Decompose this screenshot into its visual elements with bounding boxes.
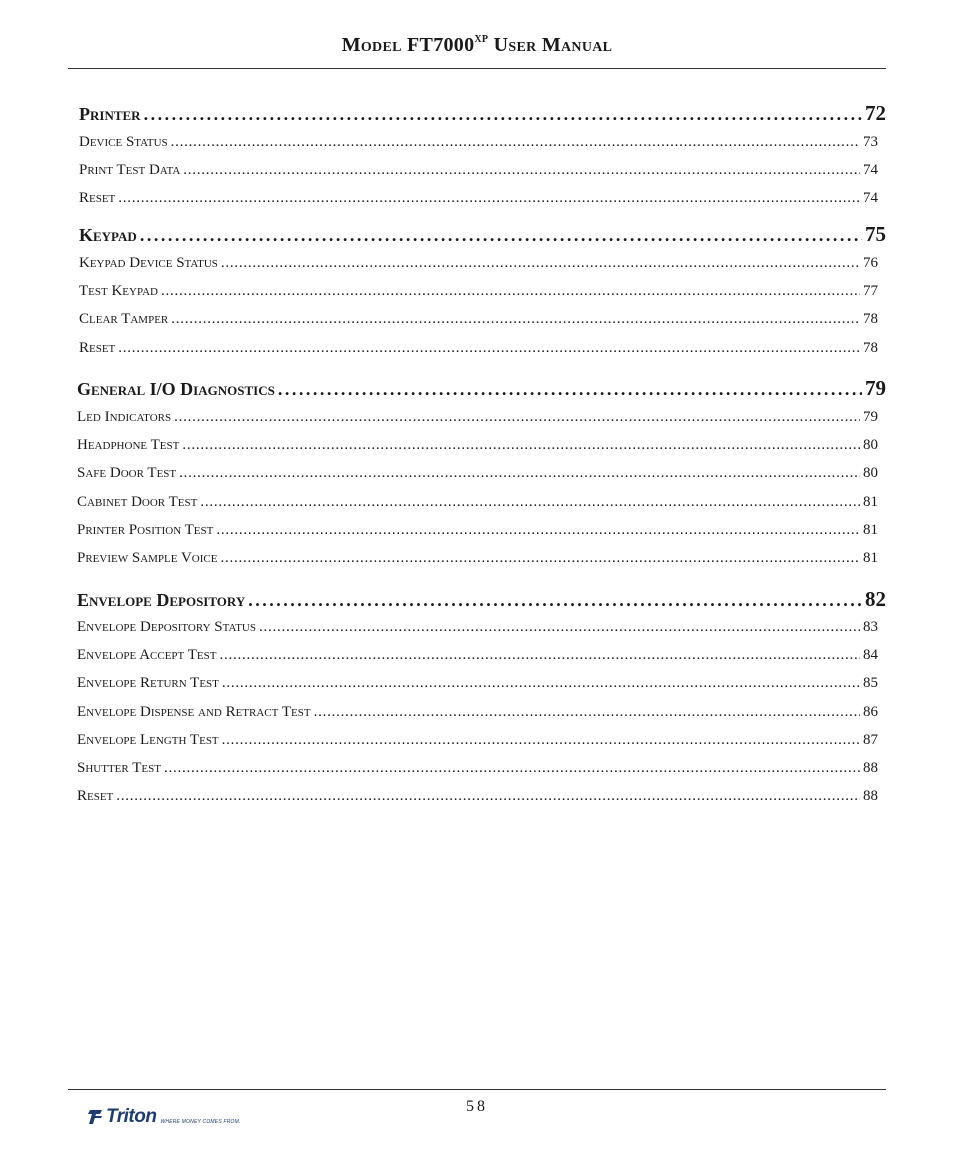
toc-leader-dots (116, 788, 860, 805)
toc-leader-dots (144, 104, 862, 125)
header-title-suffix: User Manual (493, 34, 613, 56)
toc-leader-dots (216, 522, 860, 539)
toc-leader-dots (278, 379, 862, 400)
toc-entry-page: 85 (863, 675, 878, 691)
toc-leader-dots (140, 225, 862, 246)
toc-entry-page: 88 (863, 788, 878, 804)
toc-entry-title: Reset (79, 340, 116, 356)
toc-entry[interactable] (77, 675, 878, 695)
toc-entry-title: Envelope Length Test (77, 732, 219, 748)
toc-entry-page: 88 (863, 760, 878, 776)
toc-entry[interactable] (79, 283, 878, 303)
toc-section-page: 75 (865, 222, 886, 246)
toc-entry-page: 74 (863, 162, 878, 178)
header-title-superscript: XP (474, 34, 489, 45)
toc-leader-dots (219, 647, 860, 664)
toc-entry-title: Clear Tamper (79, 311, 169, 327)
triton-logo-icon (88, 1108, 104, 1126)
header-title-prefix: Model FT7000 (341, 34, 475, 56)
toc-entry[interactable] (79, 190, 878, 210)
toc-entry-title: Reset (77, 788, 114, 804)
toc-section-title: Keypad (79, 225, 137, 245)
toc-entry-page: 84 (863, 647, 878, 663)
toc-section[interactable] (77, 376, 886, 400)
toc-entry-page: 81 (863, 550, 878, 566)
toc-leader-dots (182, 437, 860, 454)
toc-entry-page: 77 (863, 283, 878, 299)
toc-entry-page: 87 (863, 732, 878, 748)
toc-leader-dots (248, 590, 862, 611)
toc-entry-title: Print Test Data (79, 162, 181, 178)
toc-leader-dots (314, 704, 860, 721)
toc-leader-dots (171, 134, 860, 151)
toc-entry-page: 80 (863, 465, 878, 481)
toc-leader-dots (183, 162, 860, 179)
toc-entry-title: Cabinet Door Test (77, 494, 198, 510)
toc-entry-title: Envelope Dispense and Retract Test (77, 704, 311, 720)
toc-entry-page: 80 (863, 437, 878, 453)
toc-entry-page: 78 (863, 311, 878, 327)
toc-entry[interactable] (77, 550, 878, 570)
toc-entry-page: 81 (863, 522, 878, 538)
toc-entry-title: Envelope Return Test (77, 675, 219, 691)
toc-leader-dots (222, 675, 860, 692)
toc-leader-dots (174, 409, 860, 426)
toc-leader-dots (179, 465, 860, 482)
toc-leader-dots (222, 732, 860, 749)
toc-entry[interactable] (79, 255, 878, 275)
toc-entry-page: 74 (863, 190, 878, 206)
toc-entry[interactable] (77, 732, 878, 752)
toc-entry[interactable] (77, 494, 878, 514)
toc-entry[interactable] (77, 409, 878, 429)
toc-entry-title: Headphone Test (77, 437, 180, 453)
toc-entry-title: Printer Position Test (77, 522, 214, 538)
toc-entry[interactable] (79, 134, 878, 154)
toc-entry-title: Reset (79, 190, 116, 206)
toc-section-page: 72 (865, 101, 886, 125)
toc-entry-title: Test Keypad (79, 283, 158, 299)
toc-leader-dots (171, 311, 860, 328)
toc-entry-page: 76 (863, 255, 878, 271)
footer-rule (68, 1089, 886, 1090)
toc-leader-dots (220, 550, 860, 567)
toc-entry-page: 79 (863, 409, 878, 425)
toc-leader-dots (161, 283, 860, 300)
toc-leader-dots (118, 340, 860, 357)
toc-entry[interactable] (77, 788, 878, 808)
toc-leader-dots (200, 494, 860, 511)
toc-section-title: Printer (79, 104, 141, 124)
toc-entry-title: Led Indicators (77, 409, 172, 425)
toc-entry[interactable] (77, 522, 878, 542)
toc-entry-title: Preview Sample Voice (77, 550, 218, 566)
toc-entry-page: 78 (863, 340, 878, 356)
toc-entry-title: Safe Door Test (77, 465, 177, 481)
toc-entry-page: 86 (863, 704, 878, 720)
toc-section-page: 82 (865, 587, 886, 611)
toc-entry[interactable] (77, 619, 878, 639)
toc-entry[interactable] (77, 704, 878, 724)
toc-entry[interactable] (77, 465, 878, 485)
logo-wordmark: Triton (106, 1106, 157, 1127)
toc-section[interactable] (79, 101, 886, 125)
toc-entry[interactable] (77, 760, 878, 780)
toc-entry[interactable] (79, 340, 878, 360)
toc-entry[interactable] (77, 647, 878, 667)
toc-entry-page: 81 (863, 494, 878, 510)
logo-tagline: WHERE MONEY COMES FROM. (160, 1119, 241, 1125)
toc-entry[interactable] (77, 437, 878, 457)
toc-section-page: 79 (865, 376, 886, 400)
toc-leader-dots (259, 619, 860, 636)
page-number: 58 (466, 1098, 488, 1115)
toc-entry-page: 83 (863, 619, 878, 635)
toc-section-title: Envelope Depository (77, 590, 246, 610)
toc-section[interactable] (79, 222, 886, 246)
toc-leader-dots (221, 255, 860, 272)
toc-entry-title: Device Status (79, 134, 168, 150)
toc-entry-title: Envelope Depository Status (77, 619, 256, 635)
toc-leader-dots (164, 760, 860, 777)
toc-entry-page: 73 (863, 134, 878, 150)
toc-section-title: General I/O Diagnostics (77, 379, 275, 399)
toc-entry[interactable] (79, 311, 878, 331)
toc-entry-title: Keypad Device Status (79, 255, 218, 271)
toc-leader-dots (118, 190, 860, 207)
toc-section[interactable] (77, 587, 886, 611)
triton-logo (88, 1106, 241, 1128)
toc-entry-title: Shutter Test (77, 760, 161, 776)
toc-entry-title: Envelope Accept Test (77, 647, 217, 663)
toc-entry[interactable] (79, 162, 878, 182)
